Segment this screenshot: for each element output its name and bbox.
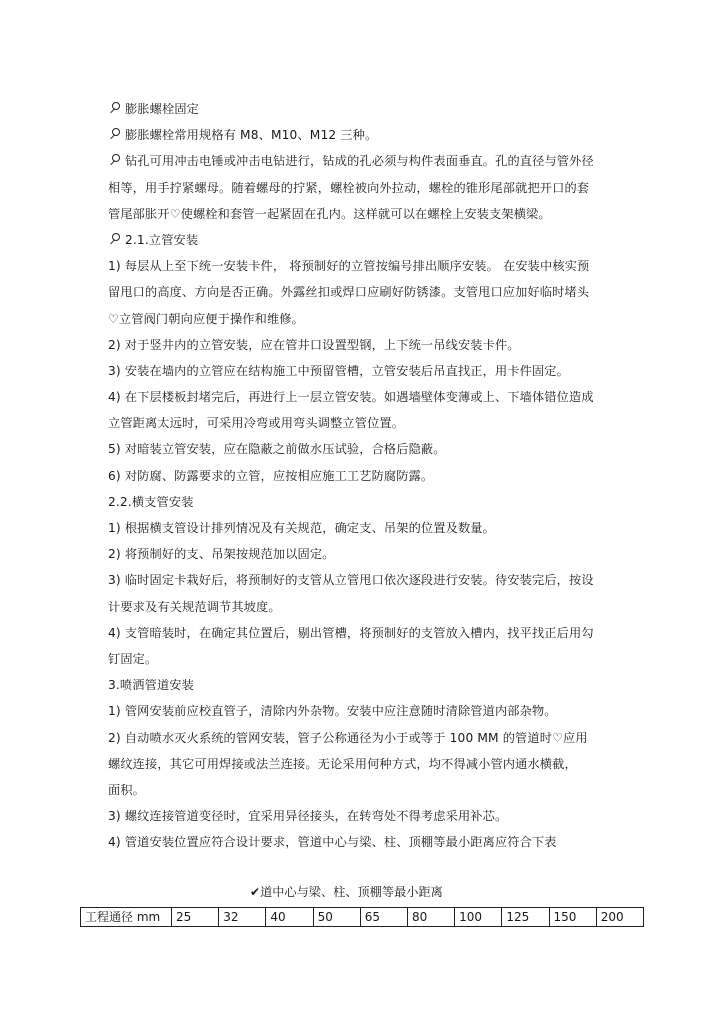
line-text: 4) 在下层楼板封堵完后，再进行上一层立管安装。如遇墙壁体变薄或上、下墙体错位造成 xyxy=(108,390,594,405)
text-line xyxy=(108,122,618,148)
line-text: 留甩口的高度、方向是否正确。外露丝扣或焊口应刷好防锈漆。支管甩口应加好临时堵头 xyxy=(108,285,590,300)
table-cell: 40 xyxy=(266,908,313,927)
line-text: 5) 对暗装立管安装，应在隐蔽之前做水压试验，合格后隐蔽。 xyxy=(108,442,446,457)
text-line xyxy=(108,175,618,201)
text-line xyxy=(108,253,618,279)
text-line xyxy=(108,698,618,724)
text-line xyxy=(108,279,618,305)
text-line xyxy=(108,201,618,227)
check-icon: ✔ xyxy=(250,885,261,899)
table-cell: 125 xyxy=(502,908,549,927)
table-cell: 50 xyxy=(313,908,360,927)
line-text: 螺纹连接，其它可用焊接或法兰连接。无论采用何种方式，均不得减小管内通水横截， xyxy=(108,756,577,771)
text-line xyxy=(108,148,618,174)
text-line xyxy=(108,646,618,672)
table-header-cell: 工程通径 mm xyxy=(81,908,172,927)
key-icon xyxy=(108,154,121,166)
text-line xyxy=(108,306,618,332)
line-text: 3) 临时固定卡栽好后，将预制好的支管从立管甩口依次逐段进行安装。待安装完后，按设 xyxy=(108,573,594,588)
line-text: 膨胀螺栓常用规格有 M8、M10、M12 三种。 xyxy=(125,128,378,143)
line-text: 管尾部胀开 xyxy=(108,206,170,221)
text-line xyxy=(108,227,618,253)
line-text: 面积。 xyxy=(108,782,146,797)
line-text: 1) 根据横支管设计排列情况及有关规范，确定支、吊架的位置及数量。 xyxy=(108,521,495,535)
text-line xyxy=(108,620,618,646)
line-text: 2.1.立管安装 xyxy=(125,232,199,247)
text-line xyxy=(108,436,618,462)
line-text: 2) 对于竖井内的立管安装，应在管井口设置型钢，上下统一吊线安装卡件。 xyxy=(108,337,520,352)
text-line xyxy=(108,384,618,410)
text-line xyxy=(108,672,618,698)
line-text: 相等，用手拧紧螺母。随着螺母的拧紧，螺栓被向外拉动，螺栓的锥形尾部就把开口的套 xyxy=(108,180,590,195)
heart-icon: ♡ xyxy=(552,730,563,745)
text-line xyxy=(108,594,618,620)
line-text: 3) 螺纹连接管道变径时，宜采用异径接头，在转弯处不得考虑采用补芯。 xyxy=(108,809,508,824)
line-text: 1) 管网安装前应校直管子，清除内外杂物。安装中应注意随时清除管道内部杂物。 xyxy=(108,704,557,719)
text-line xyxy=(108,515,618,541)
line-text: 2.2.横支管安装 xyxy=(108,494,194,509)
table-caption xyxy=(250,882,443,902)
key-icon xyxy=(108,233,121,245)
text-line xyxy=(108,96,618,122)
line-text-continued: 应用 xyxy=(563,730,588,745)
text-line xyxy=(108,489,618,515)
line-text-continued: 立管阀门朝向应便于操作和维修。 xyxy=(118,311,304,326)
text-line xyxy=(108,567,618,593)
text-line xyxy=(108,829,618,855)
distance-table xyxy=(80,907,644,927)
heart-icon: ♡ xyxy=(108,311,119,326)
text-line xyxy=(108,358,618,384)
line-text: 钻孔可用冲击电锤或冲击电钻进行，钻成的孔必须与构件表面垂直。孔的直径与管外径 xyxy=(125,154,594,169)
text-line xyxy=(108,541,618,567)
line-text: 3.喷洒管道安装 xyxy=(108,678,194,693)
text-line xyxy=(108,777,618,803)
text-line xyxy=(108,751,618,777)
text-line xyxy=(108,463,618,489)
text-line xyxy=(108,725,618,751)
table-cell: 25 xyxy=(172,908,219,927)
line-text: 1) 每层从上至下统一安装卡件， 将预制好的立管按编号排出顺序安装。 在安装中核实预 xyxy=(108,259,590,274)
line-text: 2) 自动喷水灭火系统的管网安装，管子公称通径为小于或等于 100 MM 的管道时 xyxy=(108,730,553,745)
text-line xyxy=(108,803,618,829)
line-text: 4) 管道安装位置应符合设计要求，管道中心与梁、柱、顶棚等最小距离应符合下表 xyxy=(108,835,557,850)
table-cell: 32 xyxy=(219,908,266,927)
line-text: 3) 安装在墙内的立管应在结构施工中预留管槽，立管安装后吊直找正，用卡件固定。 xyxy=(108,363,569,378)
line-text: 2) 将预制好的支、吊架按规范加以固定。 xyxy=(108,547,335,562)
key-icon xyxy=(108,128,121,140)
text-line xyxy=(108,410,618,436)
line-text: 钉固定。 xyxy=(108,651,158,666)
table-row xyxy=(81,908,644,927)
table-cell: 65 xyxy=(360,908,407,927)
table-cell: 200 xyxy=(596,908,643,927)
table-caption-text: 道中心与梁、柱、顶棚等最小距离 xyxy=(260,885,443,899)
table-cell: 80 xyxy=(407,908,454,927)
heart-icon: ♡ xyxy=(169,206,181,221)
line-text: 6) 对防腐、防露要求的立管，应按相应施工工艺防腐防露。 xyxy=(108,468,434,483)
line-text: 4) 支管暗装时，在确定其位置后，剔出管槽，将预制好的支管放入槽内，找平找正后用勾 xyxy=(108,625,594,640)
table-cell: 150 xyxy=(549,908,596,927)
document-body xyxy=(108,96,618,855)
line-text: 立管距离太远时，可采用冷弯或用弯头调整立管位置。 xyxy=(108,416,405,431)
line-text: 计要求及有关规范调节其坡度。 xyxy=(108,599,281,614)
key-icon xyxy=(108,102,121,114)
line-text-continued: 使螺栓和套管一起紧固在孔内。这样就可以在螺栓上安装支架横梁。 xyxy=(180,206,551,221)
table-cell: 100 xyxy=(455,908,502,927)
text-line xyxy=(108,332,618,358)
line-text: 膨胀螺栓固定 xyxy=(125,102,200,116)
